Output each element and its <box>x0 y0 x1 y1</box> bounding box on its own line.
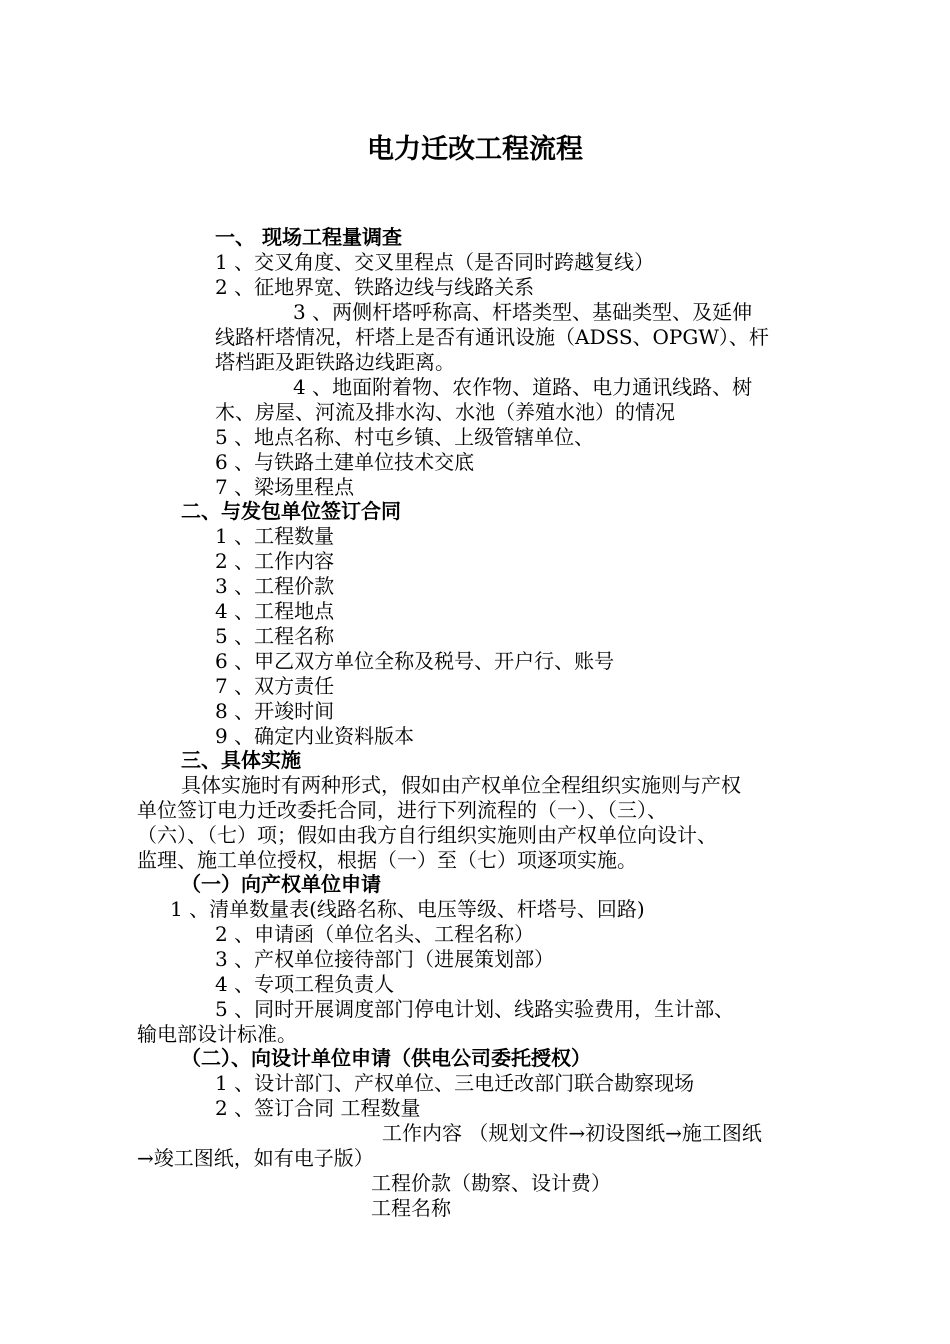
list-item: 4 、工程地点 <box>215 599 335 623</box>
list-item-continuation: 木、房屋、河流及排水沟、水池（养殖水池）的情况 <box>215 400 675 424</box>
list-item-continuation: 塔档距及距铁路边线距离。 <box>215 350 455 374</box>
list-item: 7 、梁场里程点 <box>215 475 355 499</box>
paragraph-line: 具体实施时有两种形式，假如由产权单位全程组织实施则与产权 <box>181 773 741 797</box>
subsection-heading-2: （二）、向设计单位申请（供电公司委托授权） <box>181 1046 591 1070</box>
list-item: 5 、工程名称 <box>215 624 335 648</box>
list-item: 3 、两侧杆塔呼称高、杆塔类型、基础类型、及延伸 <box>293 300 753 324</box>
list-item: 7 、双方责任 <box>215 674 335 698</box>
section-heading-3: 三、具体实施 <box>181 748 301 772</box>
section-heading-1: 一、 现场工程量调查 <box>215 225 402 249</box>
list-item: 6 、与铁路土建单位技术交底 <box>215 450 475 474</box>
list-item: 1 、设计部门、产权单位、三电迁改部门联合勘察现场 <box>215 1071 695 1095</box>
subsection-heading-1: （一）向产权单位申请 <box>181 872 381 896</box>
document-title: 电力迁改工程流程 <box>367 134 583 165</box>
list-item: 2 、申请函（单位名头、工程名称） <box>215 922 535 946</box>
list-item: 4 、地面附着物、农作物、道路、电力通讯线路、树 <box>293 375 753 399</box>
list-item: 9 、确定内业资料版本 <box>215 724 415 748</box>
list-item-continuation: 工作内容 （规划文件→初设图纸→施工图纸 <box>382 1121 762 1145</box>
list-item: 1 、清单数量表(线路名称、电压等级、杆塔号、回路) <box>170 897 645 921</box>
list-item: 2 、工作内容 <box>215 549 335 573</box>
paragraph-line: 监理、施工单位授权，根据（一）至（七）项逐项实施。 <box>137 848 637 872</box>
list-item: 5 、同时开展调度部门停电计划、线路实验费用，生计部、 <box>215 997 735 1021</box>
list-item-continuation: 工程名称 <box>371 1196 451 1220</box>
list-item: 1 、工程数量 <box>215 524 335 548</box>
list-item: 4 、专项工程负责人 <box>215 972 395 996</box>
list-item: 5 、地点名称、村屯乡镇、上级管辖单位、 <box>215 425 595 449</box>
list-item: 6 、甲乙双方单位全称及税号、开户行、账号 <box>215 649 615 673</box>
list-item: 2 、征地界宽、铁路边线与线路关系 <box>215 275 535 299</box>
list-item-continuation: 线路杆塔情况，杆塔上是否有通讯设施（ADSS、OPGW）、杆 <box>215 325 769 349</box>
paragraph-line: 单位签订电力迁改委托合同，进行下列流程的（一）、（三）、 <box>137 798 667 822</box>
list-item-continuation: 工程价款（勘察、设计费） <box>371 1171 611 1195</box>
list-item: 1 、交叉角度、交叉里程点（是否同时跨越复线） <box>215 250 655 274</box>
section-heading-2: 二、与发包单位签订合同 <box>181 499 401 523</box>
list-item: 8 、开竣时间 <box>215 699 335 723</box>
list-item: 2 、签订合同 工程数量 <box>215 1096 421 1120</box>
list-item-continuation: 输电部设计标准。 <box>137 1022 297 1046</box>
list-item-continuation: →竣工图纸，如有电子版） <box>137 1146 374 1170</box>
paragraph-line: （六）、（七）项；假如由我方自行组织实施则由产权单位向设计、 <box>137 823 717 847</box>
list-item: 3 、产权单位接待部门（进展策划部） <box>215 947 555 971</box>
list-item: 3 、工程价款 <box>215 574 335 598</box>
